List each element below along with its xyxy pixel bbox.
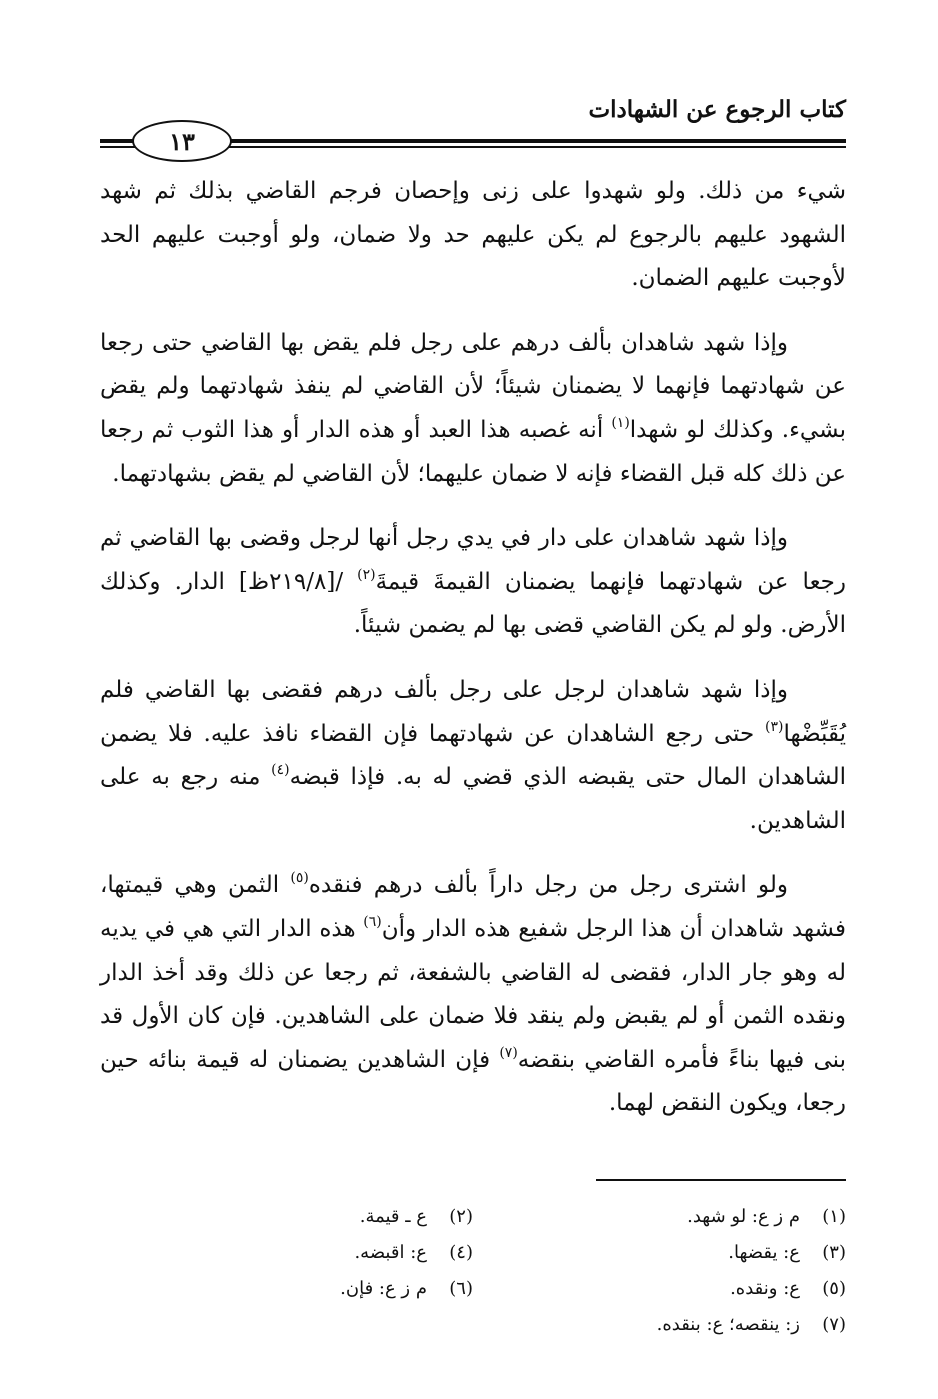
footnote-marker: (٥) (290, 870, 309, 887)
paragraph: وإذا شهد شاهدان لرجل على رجل بألف درهم فقضى بها القاضي فلم يُقَبِّضْها$^{(٣)}$ حتى رجع الشاهدان عن شهادتهما فإن القضاء نافذ عليه. فلا يضمن الشاهدان المال حتى يقبضه الذي قضي له به. فإذا قبضه$^{(٤)}$ منه رجع به على الشاهدين. (100, 676, 846, 834)
paragraph: ولو اشترى رجل من رجل داراً بألف درهم فنقده$^{(٥)}$ الثمن وهي قيمتها، فشهد شاهدان أن هذا الرجل شفيع هذه الدار وأن$^{(٦)}$ هذه الدار التي هي في يديه له وهو جار الدار، فقضى له القاضي بالشفعة، ثم رجعا عن ذلك وقد أخذ الدار ونقده الثمن أو لم يقبض ولم ينقد فلا ضمان على الشاهدين. فإن كان الأول قد بنى فيها بناءً فأمره القاضي بنقضه$^{(٧)}$ فإن الشاهدين يضمنان له قيمة بنائه حين رجعا، ويكون النقض لهما. (100, 870, 847, 1117)
paragraph: وإذا شهد شاهدان على دار في يدي رجل أنها لرجل وقضى بها القاضي ثم رجعا عن شهادتهما فإنهما يضمنان القيمةَ قيمةَ$^{(٢)}$ /[٢١٩/٨ظ] الدار. وكذلك الأرض. ولو لم يكن القاضي قضى بها لم يضمن شيئاً. (100, 525, 846, 639)
footnote-text: ع: اقبضه. (354, 1241, 427, 1263)
paragraph: شيء من ذلك. ولو شهدوا على زنى وإحصان فرجم القاضي بذلك ثم شهد الشهود عليهم بالرجوع لم يكن عليهم حد ولا ضمان، ولو أوجبت عليهم الحد لأوجبت عليهم الضمان. (100, 178, 846, 292)
footnote-number: (٢) (449, 1205, 473, 1227)
running-title: كتاب الرجوع عن الشهادات (588, 96, 846, 123)
footnote-row (100, 1198, 846, 1234)
footnote-number: (٤) (449, 1241, 473, 1263)
footnote (473, 1306, 846, 1342)
footnote-text: ع: يقضها. (728, 1241, 800, 1263)
footnote-text: م ز ع: فإن. (340, 1277, 427, 1299)
footnote (100, 1270, 473, 1306)
footnote-number: (٧) (822, 1313, 846, 1335)
footnote-row (100, 1306, 846, 1342)
footnote-text: ع ـ قيمة. (359, 1205, 427, 1227)
footnote-separator (596, 1179, 846, 1181)
footnote (100, 1234, 473, 1270)
footnote-text: م ز ع: لو شهد. (687, 1205, 800, 1227)
footnote-marker: (٦) (363, 913, 382, 930)
footnote-row (100, 1234, 846, 1270)
footnote-text: ع: ونقده. (730, 1277, 800, 1299)
page-number: ١٣ (169, 126, 195, 156)
body-text (100, 170, 846, 1147)
footnotes (100, 1198, 846, 1342)
footnote-marker: (١) (611, 414, 630, 431)
footnote-marker: (٢) (357, 566, 376, 583)
footnote (473, 1234, 846, 1270)
footnote (100, 1198, 473, 1234)
footnote-number: (١) (822, 1205, 846, 1227)
footnote-number: (٥) (822, 1277, 846, 1299)
footnote-marker: (٣) (765, 718, 784, 735)
footnote-marker: (٧) (499, 1044, 518, 1061)
footnote (473, 1270, 846, 1306)
footnote (473, 1198, 846, 1234)
footnote (100, 1306, 473, 1342)
footnote-row (100, 1270, 846, 1306)
footnote-number: (٦) (449, 1277, 473, 1299)
footnote-number: (٣) (822, 1241, 846, 1263)
footnote-text: ز: ينقصه؛ ع: بنقده. (656, 1313, 800, 1335)
footnote-marker: (٤) (271, 762, 290, 779)
paragraph: وإذا شهد شاهدان بألف درهم على رجل فلم يقض بها القاضي حتى رجعا عن شهادتهما فإنهما لا يضمنان شيئاً؛ لأن القاضي لم ينفذ شهادتهما ولم يقض بشيء. وكذلك لو شهدا$^{(١)}$ أنه غصبه هذا العبد أو هذه الدار أو هذا الثوب ثم رجعا عن ذلك كله قبل القضاء فإنه لا ضمان عليهما؛ لأن القاضي لم يقض بشهادتهما. (100, 329, 846, 487)
page-number-badge (132, 120, 232, 162)
